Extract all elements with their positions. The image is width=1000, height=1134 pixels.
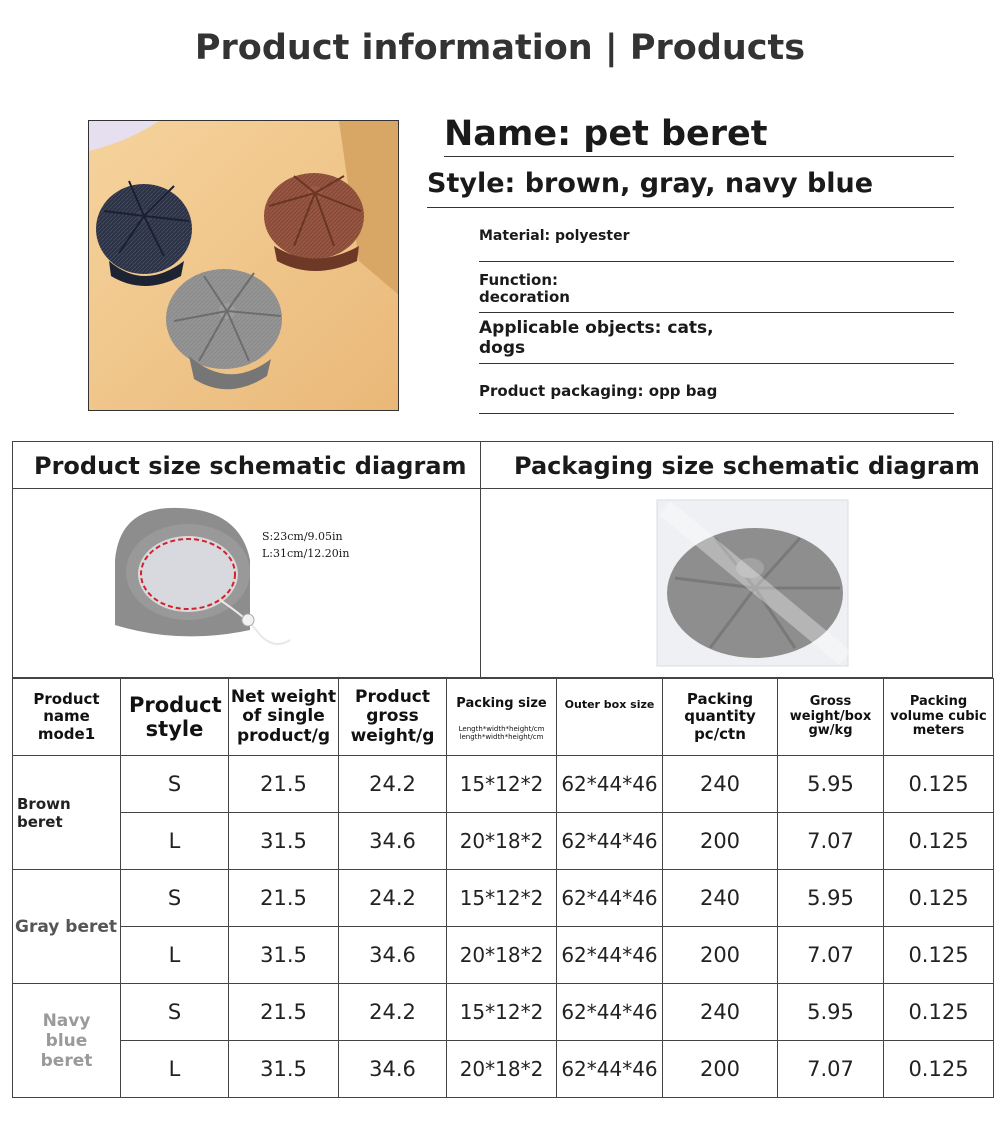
gross-weight-cell: 24.2 [339, 984, 447, 1041]
packing-size-cell: 15*12*2 [447, 984, 557, 1041]
table-row [13, 1041, 994, 1098]
packing-qty-cell: 240 [663, 984, 778, 1041]
divider [479, 312, 954, 313]
packing-size-label: Packing size [456, 696, 547, 711]
volume-cell: 0.125 [884, 1041, 994, 1098]
table-row [13, 756, 994, 813]
header-style: Product style [121, 679, 229, 756]
spec-table [12, 678, 994, 1098]
product-style: Style: brown, gray, navy blue [427, 168, 874, 199]
net-weight-cell: 21.5 [229, 756, 339, 813]
gross-box-cell: 5.95 [778, 984, 884, 1041]
size-l-label: L:31cm/12.20in [262, 547, 350, 560]
net-weight-cell: 21.5 [229, 870, 339, 927]
packing-qty-cell: 200 [663, 927, 778, 984]
net-weight-cell: 31.5 [229, 927, 339, 984]
packing-size-cell: 20*18*2 [447, 1041, 557, 1098]
divider [444, 156, 954, 157]
divider [479, 413, 954, 414]
packing-size-cell: 20*18*2 [447, 813, 557, 870]
gross-box-cell: 5.95 [778, 870, 884, 927]
packing-qty-cell: 200 [663, 813, 778, 870]
packing-size-note2: length*width*height/cm [459, 732, 544, 741]
outer-box-cell: 62*44*46 [557, 1041, 663, 1098]
outer-box-cell: 62*44*46 [557, 756, 663, 813]
header-gross-box: Gross weight/box gw/kg [778, 679, 884, 756]
table-row [13, 813, 994, 870]
gross-box-cell: 7.07 [778, 813, 884, 870]
gross-box-cell: 7.07 [778, 1041, 884, 1098]
style-cell: L [121, 927, 229, 984]
table-row [13, 927, 994, 984]
packing-qty-cell: 240 [663, 870, 778, 927]
outer-box-cell: 62*44*46 [557, 813, 663, 870]
model-name-brown: Brown beret [13, 756, 121, 870]
model-name-navy: Navy blue beret [13, 984, 121, 1098]
header-volume: Packing volume cubic meters [884, 679, 994, 756]
product-material: Material: polyester [479, 228, 630, 244]
gross-weight-cell: 24.2 [339, 756, 447, 813]
gross-weight-cell: 34.6 [339, 1041, 447, 1098]
gross-weight-cell: 34.6 [339, 927, 447, 984]
outer-box-cell: 62*44*46 [557, 984, 663, 1041]
packaging-size-title: Packaging size schematic diagram [514, 452, 980, 480]
packing-size-cell: 20*18*2 [447, 927, 557, 984]
applicable-objects-line2: dogs [479, 338, 526, 358]
header-net-weight: Net weight of single product/g [229, 679, 339, 756]
product-packaging: Product packaging: opp bag [479, 382, 718, 400]
style-cell: S [121, 984, 229, 1041]
page-title: Product information | Products [194, 28, 806, 68]
product-function-label: Function: [479, 271, 559, 289]
packing-qty-cell: 240 [663, 756, 778, 813]
divider [427, 207, 954, 208]
packing-size-note1: Length*width*height/cm [458, 724, 545, 733]
product-name: Name: pet beret [444, 114, 768, 154]
net-weight-cell: 31.5 [229, 1041, 339, 1098]
packaging-diagram [655, 498, 850, 668]
style-cell: S [121, 870, 229, 927]
divider [479, 261, 954, 262]
outer-box-cell: 62*44*46 [557, 870, 663, 927]
table-row [13, 984, 994, 1041]
header-outer-box: Outer box size [557, 679, 663, 756]
product-photo [88, 120, 399, 411]
divider [479, 363, 954, 364]
volume-cell: 0.125 [884, 927, 994, 984]
packing-size-cell: 15*12*2 [447, 870, 557, 927]
product-size-diagram [100, 500, 360, 660]
gross-weight-cell: 24.2 [339, 870, 447, 927]
packing-qty-cell: 200 [663, 1041, 778, 1098]
table-row [13, 870, 994, 927]
gross-box-cell: 7.07 [778, 927, 884, 984]
header-packing-qty: Packing quantity pc/ctn [663, 679, 778, 756]
brown-beret-image [264, 173, 364, 271]
spec-table-body [13, 756, 994, 1098]
volume-cell: 0.125 [884, 984, 994, 1041]
style-cell: S [121, 756, 229, 813]
packing-size-cell: 15*12*2 [447, 756, 557, 813]
product-size-title: Product size schematic diagram [34, 452, 467, 480]
net-weight-cell: 21.5 [229, 984, 339, 1041]
gross-weight-cell: 34.6 [339, 813, 447, 870]
volume-cell: 0.125 [884, 813, 994, 870]
style-cell: L [121, 1041, 229, 1098]
net-weight-cell: 31.5 [229, 813, 339, 870]
header-gross-weight: Product gross weight/g [339, 679, 447, 756]
product-function-value: decoration [479, 288, 570, 306]
applicable-objects-line1: Applicable objects: cats, [479, 318, 714, 338]
header-model: Product name mode1 [13, 679, 121, 756]
model-name-gray: Gray beret [13, 870, 121, 984]
style-cell: L [121, 813, 229, 870]
size-s-label: S:23cm/9.05in [262, 530, 343, 543]
volume-cell: 0.125 [884, 870, 994, 927]
gross-box-cell: 5.95 [778, 756, 884, 813]
outer-box-cell: 62*44*46 [557, 927, 663, 984]
header-packing-size [447, 679, 557, 756]
volume-cell: 0.125 [884, 756, 994, 813]
